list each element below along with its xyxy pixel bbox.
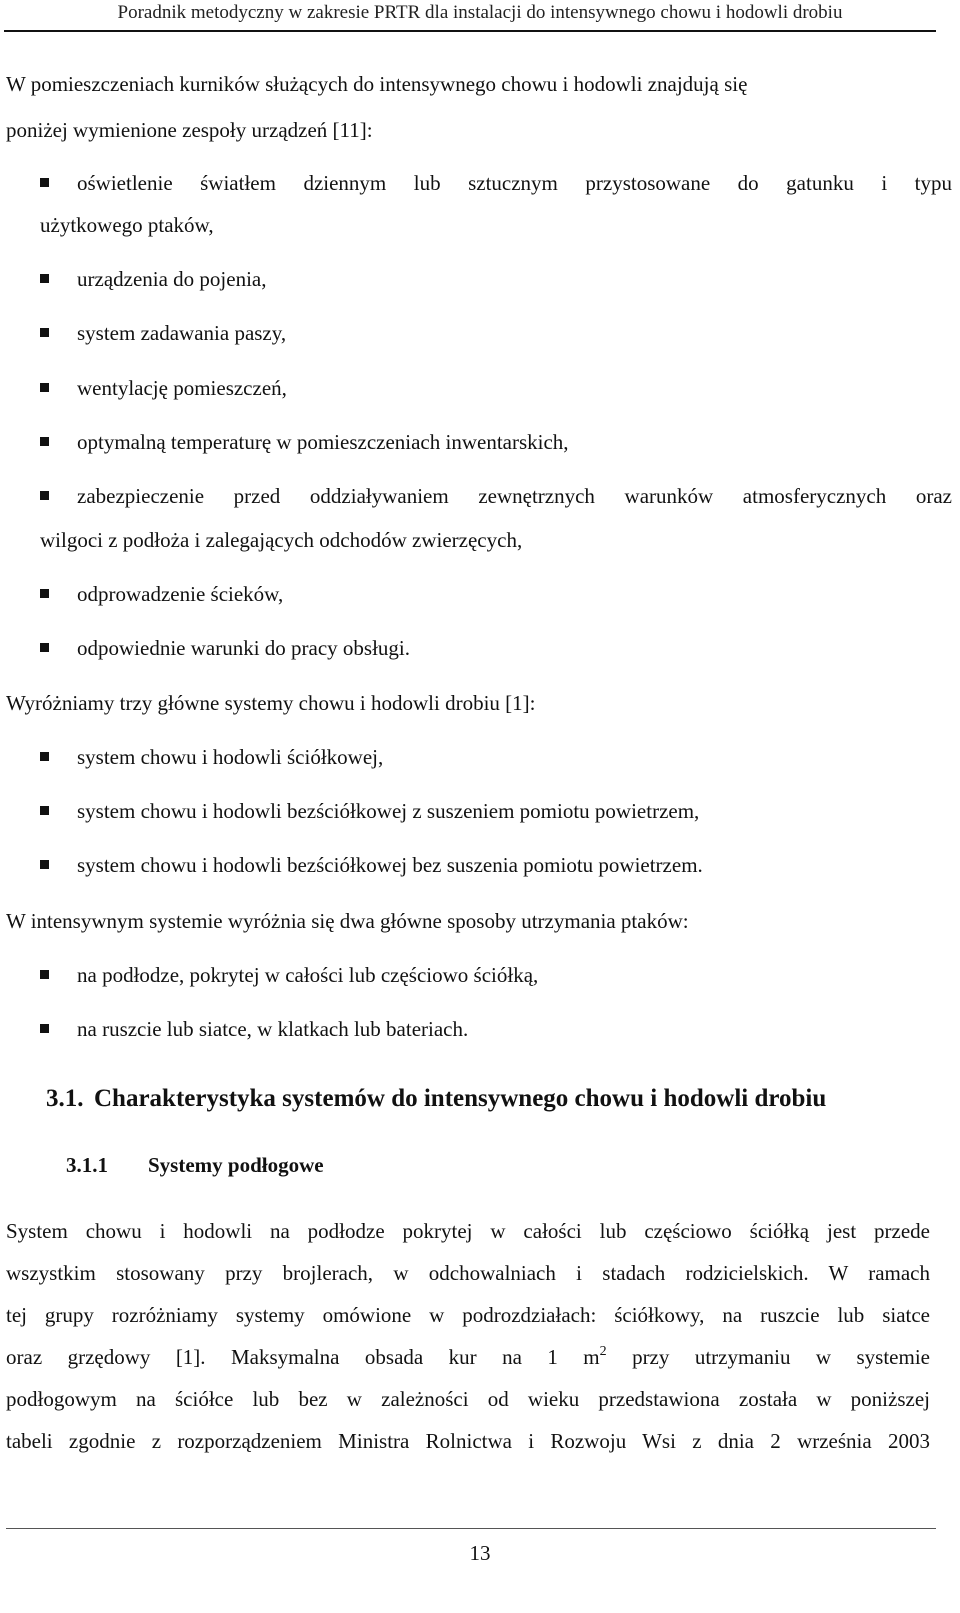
square-bullet-icon xyxy=(40,178,49,187)
superscript-exponent: 2 xyxy=(599,1344,607,1359)
square-bullet-icon xyxy=(40,970,49,979)
list-item-text: system chowu i hodowli ściółkowej, xyxy=(77,745,384,769)
square-bullet-icon xyxy=(40,806,49,815)
systems-intro: Wyróżniamy trzy główne systemy chowu i hodowli drobiu [1]: xyxy=(6,691,536,715)
body-line-3: tej grupy rozróżniamy systemy omówione w podrozdziałach: ściółkowy, na ruszcie lub siatce xyxy=(6,1303,930,1327)
square-bullet-icon xyxy=(40,491,49,500)
header-divider xyxy=(4,30,936,32)
square-bullet-icon xyxy=(40,589,49,598)
square-bullet-icon xyxy=(40,328,49,337)
body-line-4-start: oraz grzędowy [1]. Maksymalna obsada kur na 1 m xyxy=(6,1345,600,1369)
list-item-text: na ruszcie lub siatce, w klatkach lub bateriach. xyxy=(77,1017,469,1041)
subsection-title: Systemy podłogowe xyxy=(148,1153,324,1177)
intro-line-2: poniżej wymienione zespoły urządzeń [11]: xyxy=(6,118,373,142)
body-line-4 xyxy=(6,1336,930,1379)
methods-intro: W intensywnym systemie wyróżnia się dwa główne sposoby utrzymania ptaków: xyxy=(6,909,689,933)
list-item-text: wilgoci z podłoża i zalegających odchodów zwierzęcych, xyxy=(40,528,523,552)
list-item-text: system chowu i hodowli bezściółkowej z suszeniem pomiotu powietrzem, xyxy=(77,799,700,823)
subsection-heading xyxy=(66,1150,324,1180)
body-line-4-end: przy utrzymaniu w systemie xyxy=(606,1345,930,1369)
list-item-text: odprowadzenie ścieków, xyxy=(77,582,284,606)
list-item-text: na podłodze, pokrytej w całości lub częściowo ściółką, xyxy=(77,963,539,987)
page-number: 13 xyxy=(469,1541,491,1565)
square-bullet-icon xyxy=(40,643,49,652)
list-item-text: zabezpieczenie przed oddziaływaniem zewnętrznych warunków atmosferycznych oraz xyxy=(77,484,952,508)
list-item-text: system chowu i hodowli bezściółkowej bez suszenia pomiotu powietrzem. xyxy=(77,853,703,877)
list-item-text: optymalną temperaturę w pomieszczeniach inwentarskich, xyxy=(77,430,569,454)
square-bullet-icon xyxy=(40,274,49,283)
section-heading xyxy=(46,1082,826,1116)
list-item-text: oświetlenie światłem dziennym lub sztucznym przystosowane do gatunku i typu xyxy=(77,171,952,195)
list-item-text: wentylację pomieszczeń, xyxy=(77,376,287,400)
subsection-number: 3.1.1 xyxy=(66,1153,108,1177)
body-line-2: wszystkim stosowany przy brojlerach, w odchowalniach i stadach rodzicielskich. W ramach xyxy=(6,1261,930,1285)
list-item-text: system zadawania paszy, xyxy=(77,321,287,345)
body-line-1: System chowu i hodowli na podłodze pokrytej w całości lub częściowo ściółką jest przede xyxy=(6,1219,930,1243)
list-item-text: odpowiednie warunki do pracy obsługi. xyxy=(77,636,411,660)
square-bullet-icon xyxy=(40,860,49,869)
section-title: Charakterystyka systemów do intensywnego chowu i hodowli drobiu xyxy=(94,1085,827,1112)
square-bullet-icon xyxy=(40,752,49,761)
running-header: Poradnik metodyczny w zakresie PRTR dla instalacji do intensywnego chowu i hodowli drobiu xyxy=(117,2,843,23)
footer-divider xyxy=(6,1528,936,1529)
intro-line-1: W pomieszczeniach kurników służących do intensywnego chowu i hodowli znajdują się xyxy=(6,72,748,96)
square-bullet-icon xyxy=(40,383,49,392)
list-item-text: użytkowego ptaków, xyxy=(40,213,214,237)
body-line-5: podłogowym na ściółce lub bez w zależności od wieku przedstawiona została w poniższej xyxy=(6,1387,930,1411)
list-item-text: urządzenia do pojenia, xyxy=(77,267,267,291)
section-number: 3.1. xyxy=(46,1085,84,1112)
square-bullet-icon xyxy=(40,1024,49,1033)
body-line-6: tabeli zgodnie z rozporządzeniem Ministra Rolnictwa i Rozwoju Wsi z dnia 2 września 2003 xyxy=(6,1429,930,1453)
square-bullet-icon xyxy=(40,437,49,446)
